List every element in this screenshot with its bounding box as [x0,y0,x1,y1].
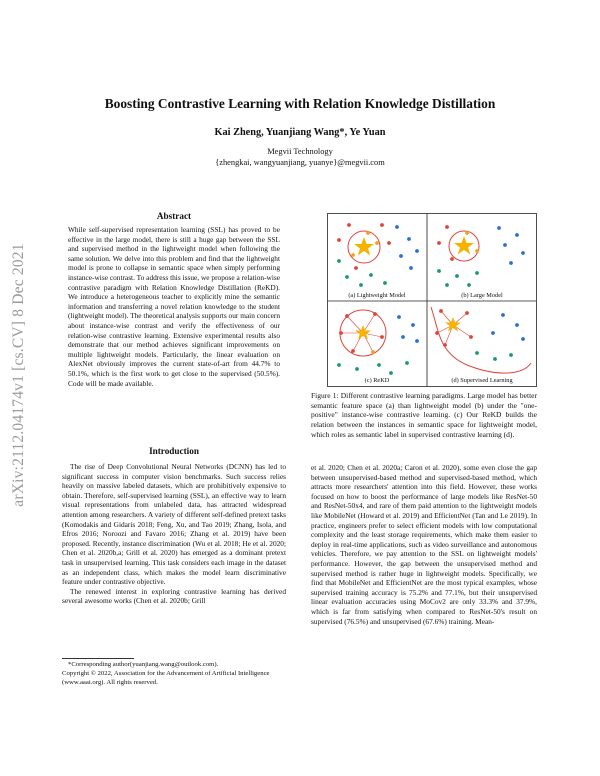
paper-authors: Kai Zheng, Yuanjiang Wang*, Ye Yuan [214,127,386,138]
point-red [347,223,351,227]
point-red [435,331,439,335]
panel-d [431,307,531,384]
point-blue [509,261,513,265]
point-red [465,311,469,315]
point-orange [465,231,469,235]
point-red [443,343,447,347]
point-blue [397,315,401,319]
point-red [337,238,341,242]
point-red [373,312,377,316]
point-green [467,283,471,287]
point-orange [351,253,355,257]
panel-b [437,225,525,299]
point-green [405,361,409,365]
point-blue [401,335,405,339]
anchor-star-icon [454,236,474,255]
point-green [475,351,479,355]
point-orange [371,350,375,354]
point-green [369,273,373,277]
point-green [509,353,513,357]
point-green [337,363,341,367]
point-red [439,309,443,313]
author-emails: {zhengkai, wangyuanjiang, yuanye}@megvii.com [215,158,385,167]
point-red [450,257,454,261]
point-red [437,241,441,245]
point-red [380,335,384,339]
anchor-star-icon [354,237,374,256]
point-green [475,271,479,275]
point-blue [395,225,399,229]
point-blue [415,339,419,343]
point-red [354,266,358,270]
point-blue [515,233,519,237]
point-red [345,314,349,318]
point-blue [415,249,419,253]
affiliation-block [0,146,600,168]
footnote-copyright: Copyright © 2022, Association for the Advancement of Artificial Intelligence (www.aaai.org). All rights reserved. [62,669,270,686]
figure-1 [327,213,537,387]
footnote-corresponding: *Corresponding author(yuanjiang.wang@outlook.com). [68,661,219,668]
arxiv-id: arXiv:2112.04174v1 [cs.CV] 8 Dec 2021 [10,243,27,507]
panel-c [337,310,419,384]
point-red [380,223,384,227]
affiliation: Megvii Technology [267,147,333,156]
point-blue [497,226,501,230]
panel-c-label: (c) ReKD [364,377,390,384]
point-blue [407,237,411,241]
point-orange [375,241,379,245]
arxiv-stamp [4,205,34,545]
point-orange [366,231,370,235]
point-red [445,225,449,229]
paper-title: Boosting Contrastive Learning with Relation Knowledge Distillation [104,96,496,111]
point-blue [521,251,525,255]
abstract-text: While self-supervised representation learning (SSL) has proved to be effective in the large model, there is still a huge gap between the SSL and supervised method in the lightweight model when following the same solution. We delve into this problem and find that the lightweight model is prone to collapse in semantic space when simply performing instance-wise contrast. To address this issue, we propose a relation-wise contrastive paradigm with Relation Knowledge Distillation (ReKD). We introduce a heterogeneous teacher to explicitly mine the semantic information and transferring a novel relation knowledge to the student (lightweight model). The theoretical analysis supports our main concern about instance-wise contrast and verify the effectiveness of our relation-wise contrastive learning. Extensive experimental results also demonstrate that our method achieves significant improvements on multiple lightweight models. Particularly, the linear evaluation on AlexNet obviously improves the current state-of-art from 44.7% to 50.1%, which is the first work to get close to the supervised (50.5%). Code will be made available. [68,225,280,388]
panel-a-label: (a) Lightweight Model [348,292,406,299]
panel-d-label: (d) Supervised Learning [451,377,513,384]
footnote-rule [62,658,134,659]
point-green [359,283,363,287]
point-green [383,281,387,285]
introduction-heading: Introduction [149,446,199,456]
point-green [445,283,449,287]
intro-right-column: et al. 2020; Chen et al. 2020a; Caron et al. 2020), some even close the gap between unsupervised-based method and supervised-based method, which attracts more researchers' attention into this field. However, these works focused on how to boost the performance of large models like ResNet-50 and ResNet-50x4, and rare of them paid attention to the lightweight models like MobileNet (Howard et al. 2019) and EfficientNet (Tan and Le 2019). In practice, engineers prefer to select efficient models with low computational complexity and the least storage requirements, which make them easier to deploy in real-time applications, such as video surveillance and autonomous vehicles. Therefore, we pay attention to the SSL on lightweight models' performance. However, the gap between the unsupervised method and supervised method is rather huge in lightweight models. Specifically, we find that MobileNet and EfficientNet are the most typical examples, whose supervised training accuracy is 75.2% and 77.1%, but their unsupervised linear evaluation accuracies using MoCov2 are only 33.3% and 37.9%, which is far from satisfying when compared to ResNet-50's result on supervised (76.5%) and unsupervised (67.6%) training. Mean- [311,463,537,626]
point-green [337,259,341,263]
panel-a [337,223,419,299]
point-blue [491,331,495,335]
point-green [345,275,349,279]
point-green [377,363,381,367]
footnote [62,661,286,687]
point-blue [503,243,507,247]
point-blue [399,254,403,258]
point-blue [501,313,505,317]
point-blue [411,323,415,327]
point-green [455,274,459,278]
point-green [355,367,359,371]
point-red [469,335,473,339]
panel-b-label: (b) Large Model [461,292,503,299]
point-red [339,331,343,335]
intro-paragraph-1: The rise of Deep Convolutional Neural Networks (DCNN) has led to significant success in computer vision benchmarks. Such success relies heavily on massive labeled datasets, which are prohibitively expensive to obtain. Therefore, self-supervised learning (SSL), an effective way to learn visual representations from unlabeled data, has attracted widespread attention among researchers. A variety of different self-defined pretext tasks (Komodakis and Gidaris 2018; Feng, Xu, and Tao 2019; Zhang, Isola, and Efros 2016; Noroozi and Favaro 2016; Zhang et al. 2019) have been proposed. Recently, instance discrimination (Wu et al. 2018; He et al. 2020; Chen et al. 2020b,a; Grill et al. 2020) has emerged as a dominant pretext task in unsupervised learning. This task considers each image in the dataset as an independent class, which makes the model learn discriminative feature under contrastive objective. [62,462,286,587]
point-green [389,371,393,375]
point-blue [409,266,413,270]
point-green [437,269,441,273]
figure-frame [328,214,537,387]
point-blue [515,323,519,327]
intro-paragraph-2: The renewed interest in exploring contrastive learning has derived several awesome works (Chen et al. 2020b; Grill [62,586,286,606]
point-red [387,241,391,245]
point-green [493,357,497,361]
anchor-star-icon [445,317,461,332]
point-red [351,349,355,353]
abstract-heading: Abstract [156,211,192,221]
figure-1-graphic [327,213,537,387]
point-blue [521,337,525,341]
figure-1-caption: Figure 1: Different contrastive learning paradigms. Large model has better semantic feature space (a) than lightweight model (b) under the "one-positive" instance-wise contrastive learning. (c) Our ReKD builds the relation between the instances in semantic space for lightweight model, which roles as semantic label in supervised contrastive learning (d). [311,391,537,439]
point-orange [475,249,479,253]
introduction-left [62,462,286,606]
